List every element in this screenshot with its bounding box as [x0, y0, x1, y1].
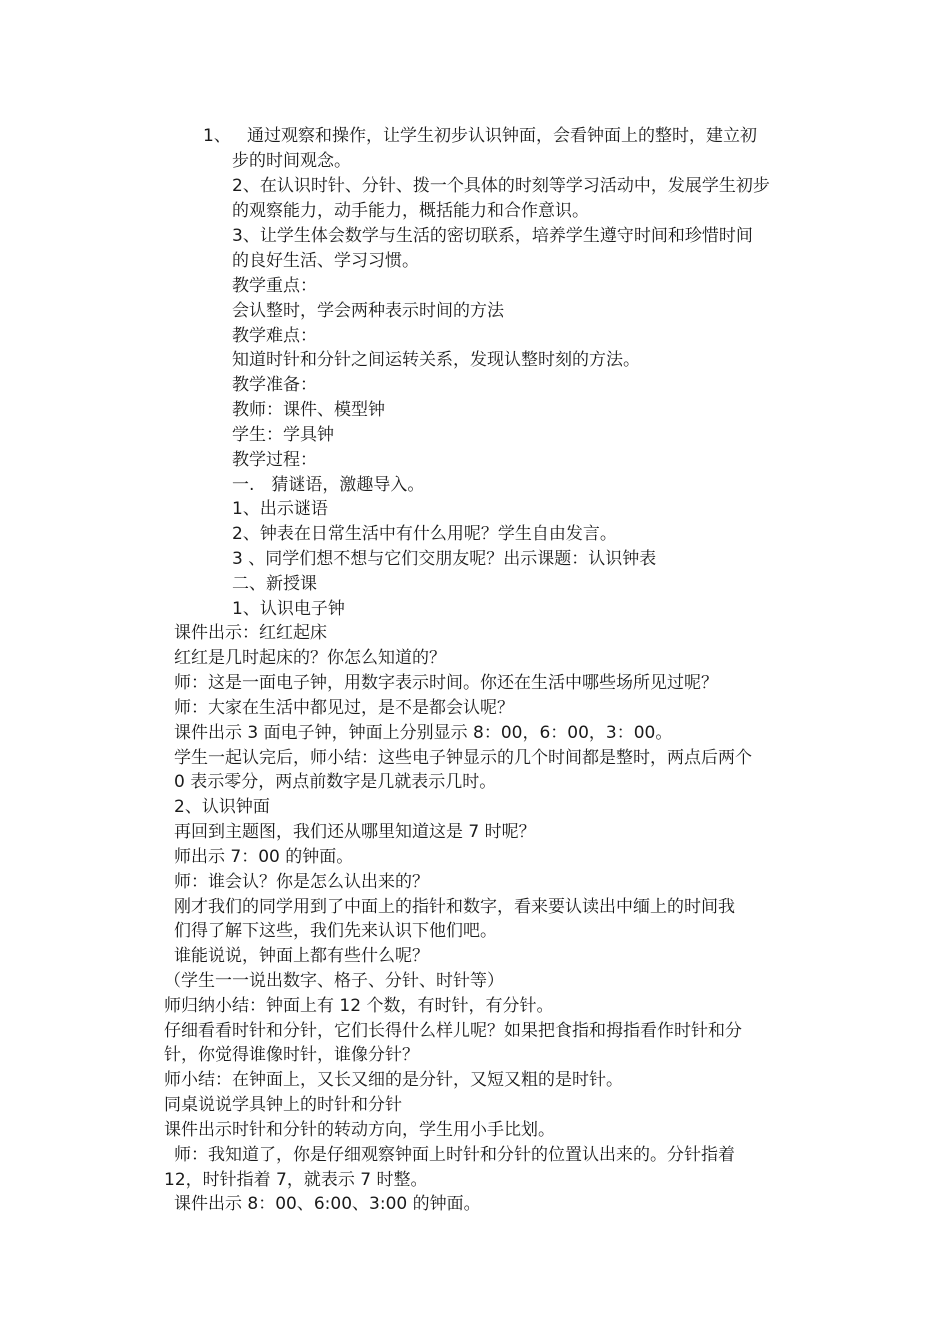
- paragraph-line: 仔细看看时针和分针，它们长得什么样儿呢？如果把食指和拇指看作时针和分: [164, 1021, 742, 1041]
- paragraph-line: 课件出示：红红起床: [174, 623, 327, 643]
- section-2-item-1: 1、认识电子钟: [232, 599, 345, 619]
- paragraph-line: 师：我知道了，你是仔细观察钟面上时针和分针的位置认出来的。分针指着: [174, 1145, 735, 1165]
- objective-1-marker: 1、: [203, 126, 231, 146]
- section-1-item-2: 2、钟表在日常生活中有什么用呢？学生自由发言。: [232, 524, 617, 544]
- objective-3-line-1: 3、让学生体会数学与生活的密切联系，培养学生遵守时间和珍惜时间: [232, 226, 753, 246]
- section-1-item-1: 1、出示谜语: [232, 499, 328, 519]
- paragraph-line: 课件出示 3 面电子钟，钟面上分别显示 8：00，6：00，3：00。: [174, 723, 673, 743]
- process-label: 教学过程：: [232, 450, 317, 470]
- prep-label: 教学准备：: [232, 375, 317, 395]
- subsection-title: 2、认识钟面: [174, 797, 270, 817]
- difficulty-label: 教学难点：: [232, 326, 317, 346]
- section-1-title: 一. 猜谜语，激趣导入。: [232, 475, 425, 495]
- prep-teacher: 教师：课件、模型钟: [232, 400, 385, 420]
- paragraph-line: 12，时针指着 7，就表示 7 时整。: [164, 1170, 428, 1190]
- paragraph-line: 红红是几时起床的？你怎么知道的？: [174, 648, 446, 668]
- objective-1-line-2: 步的时间观念。: [232, 151, 351, 171]
- paragraph-line: 针，你觉得谁像时针，谁像分针？: [164, 1045, 419, 1065]
- paragraph-line: 谁能说说，钟面上都有些什么呢？: [174, 946, 429, 966]
- paragraph-line: 师小结：在钟面上，又长又细的是分针，又短又粗的是时针。: [164, 1070, 623, 1090]
- objective-3-line-2: 的良好生活、学习习惯。: [232, 251, 419, 271]
- paragraph-line: 师归纳小结：钟面上有 12 个数，有时针，有分针。: [164, 996, 554, 1016]
- key-points-label: 教学重点：: [232, 276, 317, 296]
- section-2-title: 二、新授课: [232, 574, 317, 594]
- section-1-item-3: 3 、同学们想不想与它们交朋友呢？出示课题：认识钟表: [232, 549, 657, 569]
- paragraph-line: 师：谁会认？你是怎么认出来的？: [174, 872, 429, 892]
- paragraph-line: 0 表示零分，两点前数字是几就表示几时。: [174, 772, 497, 792]
- paragraph-line: 同桌说说学具钟上的时针和分针: [164, 1095, 402, 1115]
- objective-2-line-1: 2、在认识时针、分针、拨一个具体的时刻等学习活动中，发展学生初步: [232, 176, 770, 196]
- prep-student: 学生：学具钟: [232, 425, 334, 445]
- paragraph-line: 师出示 7：00 的钟面。: [174, 847, 354, 867]
- paragraph-line: 再回到主题图，我们还从哪里知道这是 7 时呢？: [174, 822, 536, 842]
- objective-1-line-1: 通过观察和操作，让学生初步认识钟面，会看钟面上的整时，建立初: [247, 126, 757, 146]
- key-points-text: 会认整时，学会两种表示时间的方法: [232, 301, 504, 321]
- paragraph-line: 学生一起认完后，师小结：这些电子钟显示的几个时间都是整时，两点后两个: [174, 748, 752, 768]
- paragraph-line: 师：大家在生活中都见过，是不是都会认呢？: [174, 698, 514, 718]
- objective-2-line-2: 的观察能力，动手能力，概括能力和合作意识。: [232, 201, 589, 221]
- difficulty-text: 知道时针和分针之间运转关系，发现认整时刻的方法。: [232, 350, 640, 370]
- paragraph-line: 们得了解下这些，我们先来认识下他们吧。: [174, 921, 497, 941]
- paragraph-line: 课件出示时针和分针的转动方向，学生用小手比划。: [164, 1120, 555, 1140]
- paragraph-line: 师：这是一面电子钟，用数字表示时间。你还在生活中哪些场所见过呢？: [174, 673, 718, 693]
- paragraph-line: 刚才我们的同学用到了中面上的指针和数字，看来要认读出中缅上的时间我: [174, 897, 735, 917]
- paragraph-line: （学生一一说出数字、格子、分针、时针等）: [164, 971, 504, 991]
- paragraph-line: 课件出示 8：00、6:00、3:00 的钟面。: [174, 1194, 481, 1214]
